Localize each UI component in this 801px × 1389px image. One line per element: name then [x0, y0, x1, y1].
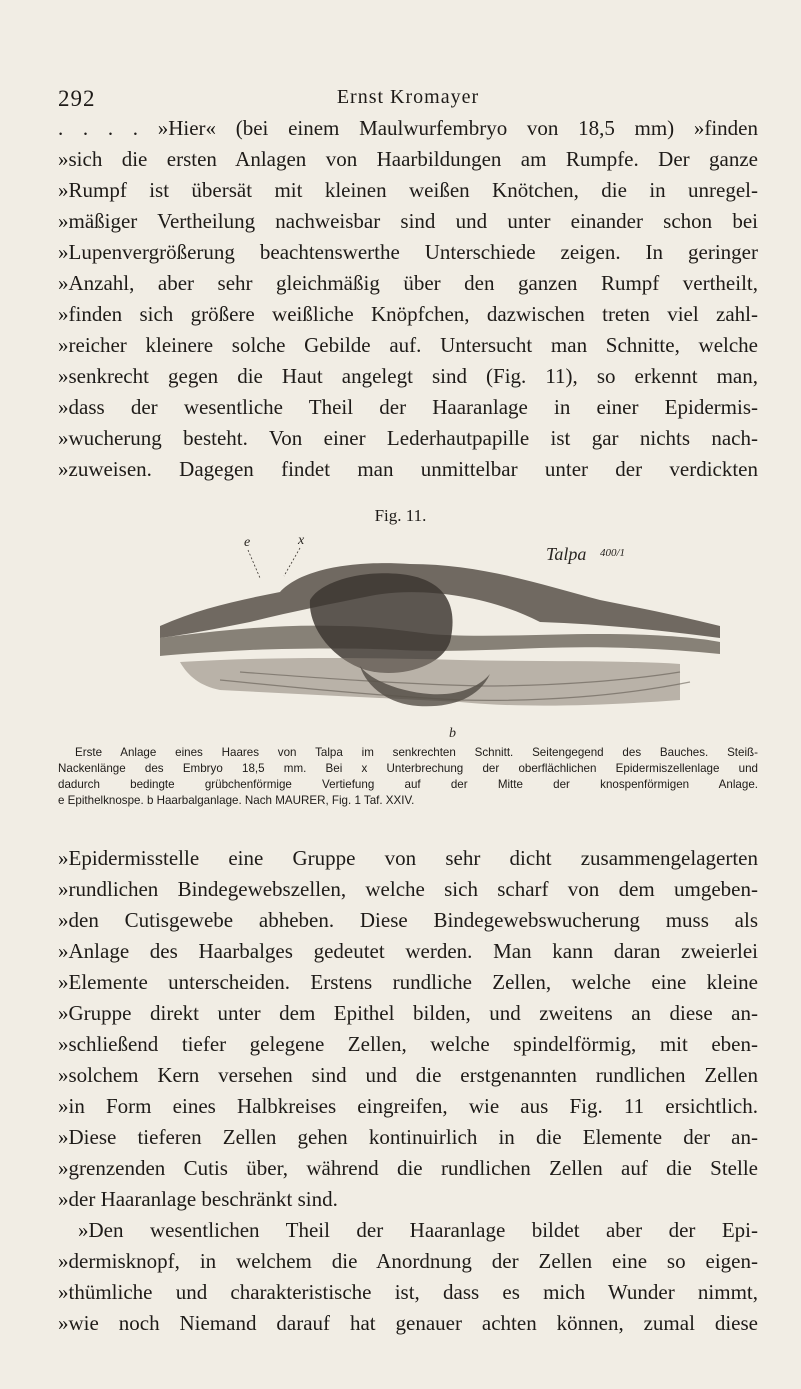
- figure-label-x: x: [298, 533, 305, 548]
- caption-line: Erste Anlage eines Haares von Talpa im senkrechten Schnitt. Seitengegend des Bauches. Steiß-: [75, 746, 758, 759]
- figure-label-talpa: Talpa: [546, 544, 587, 564]
- text-line: »rundlichen Bindegewebszellen, welche sich scharf von dem umgeben-: [58, 877, 758, 901]
- caption-line: dadurch bedingte grübchenförmige Vertiefung auf der Mitte der knospenförmigen Anlage.: [58, 778, 758, 791]
- text-line: »wie noch Niemand darauf hat genauer achten können, zumal diese: [58, 1311, 758, 1335]
- text-line: . . . . »Hier« (bei einem Maulwurfembryo von 18,5 mm) »finden: [58, 116, 758, 140]
- text-line: »Epidermisstelle eine Gruppe von sehr dicht zusammengelagerten: [58, 846, 758, 870]
- paragraph-2-and-3: [58, 843, 758, 1339]
- text-line: »Gruppe direkt unter dem Epithel bilden, und zweitens an diese an-: [58, 1001, 758, 1025]
- text-line: »thümliche und charakteristische ist, dass es mich Wunder nimmt,: [58, 1280, 758, 1304]
- text-line: »Anzahl, aber sehr gleichmäßig über den ganzen Rumpf vertheilt,: [58, 271, 758, 295]
- figure-title: Fig. 11.: [374, 506, 427, 525]
- text-line: »schließend tiefer gelegene Zellen, welche spindelförmig, mit eben-: [58, 1032, 758, 1056]
- running-head: Ernst Kromayer: [336, 86, 480, 108]
- text-line: »Diese tieferen Zellen gehen kontinuirlich in die Elemente der an-: [58, 1125, 758, 1149]
- text-line: »in Form eines Halbkreises eingreifen, wie aus Fig. 11 ersichtlich.: [58, 1094, 758, 1118]
- figure-label-e: e: [244, 535, 251, 550]
- text-line: »reicher kleinere solche Gebilde auf. Untersucht man Schnitte, welche: [58, 333, 758, 357]
- text-line: »mäßiger Vertheilung nachweisbar sind und unter einander schon bei: [58, 209, 758, 233]
- text-line: »dass der wesentliche Theil der Haaranlage in einer Epidermis-: [58, 395, 758, 419]
- hair-follicle-illustration: [160, 530, 740, 745]
- label-e-pointer: [248, 550, 260, 578]
- text-line: »wucherung besteht. Von einer Lederhautpapille ist gar nichts nach-: [58, 426, 758, 450]
- figure-label-b: b: [449, 726, 456, 741]
- paragraph-1: [58, 113, 758, 485]
- text-line: »sich die ersten Anlagen von Haarbildungen am Rumpfe. Der ganze: [58, 147, 758, 171]
- text-line: »den Cutisgewebe abheben. Diese Bindegewebswucherung muss als: [58, 908, 758, 932]
- figure-caption: [58, 745, 758, 809]
- caption-line: Nackenlänge des Embryo 18,5 mm. Bei x Unterbrechung der oberflächlichen Epidermiszellenlage und: [58, 762, 758, 775]
- text-line: »finden sich größere weißliche Knöpfchen, dazwischen treten viel zahl-: [58, 302, 758, 326]
- text-line: »der Haaranlage beschränkt sind.: [58, 1187, 338, 1211]
- text-line: »Lupenvergrößerung beachtenswerthe Unterschiede zeigen. In geringer: [58, 240, 758, 264]
- text-line: »Elemente unterscheiden. Erstens rundliche Zellen, welche eine kleine: [58, 970, 758, 994]
- text-line: »zuweisen. Dagegen findet man unmittelbar unter der verdickten: [58, 457, 758, 481]
- text-line: »dermisknopf, in welchem die Anordnung der Zellen eine so eigen-: [58, 1249, 758, 1273]
- caption-line: e Epithelknospe. b Haarbalganlage. Nach MAURER, Fig. 1 Taf. XXIV.: [58, 794, 415, 807]
- page-number: 292: [58, 86, 96, 111]
- text-line: »grenzenden Cutis über, während die rundlichen Zellen auf die Stelle: [58, 1156, 758, 1180]
- text-line: »Den wesentlichen Theil der Haaranlage bildet aber der Epi-: [78, 1218, 758, 1242]
- label-x-pointer: [284, 548, 300, 576]
- figure-label-magnification: 400/1: [600, 547, 626, 559]
- text-line: »solchem Kern versehen sind und die erstgenannten rundlichen Zellen: [58, 1063, 758, 1087]
- text-line: »Anlage des Haarbalges gedeutet werden. Man kann daran zweierlei: [58, 939, 758, 963]
- page-header: [58, 86, 758, 116]
- text-line: »senkrecht gegen die Haut angelegt sind (Fig. 11), so erkennt man,: [58, 364, 758, 388]
- text-line: »Rumpf ist übersät mit kleinen weißen Knötchen, die in unregel-: [58, 178, 758, 202]
